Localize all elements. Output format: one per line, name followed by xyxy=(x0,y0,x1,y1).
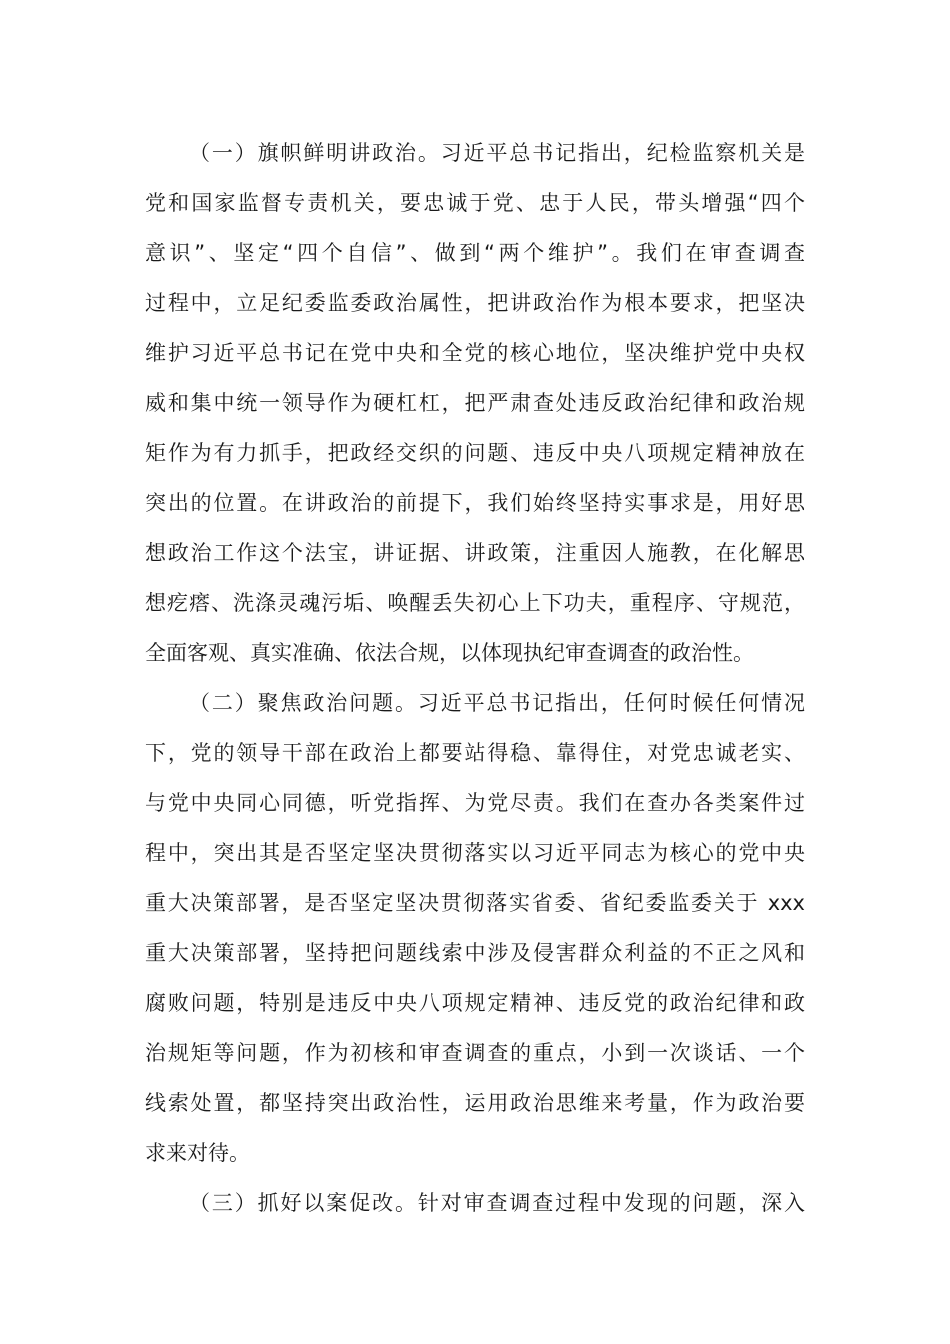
paragraph-2-line-10: 求来对待。 xyxy=(145,1141,250,1165)
paragraph-1-line-9: 想政治工作这个法宝，讲证据、讲政策，注重因人施教，在化解思 xyxy=(145,541,805,565)
paragraph-2-line-6: 重大决策部署，坚持把问题线索中涉及侵害群众利益的不正之风和 xyxy=(145,941,805,965)
paragraph-2-line-7: 腐败问题，特别是违反中央八项规定精神、违反党的政治纪律和政 xyxy=(145,991,805,1015)
paragraph-2-line-5: 重大决策部署，是否坚定坚决贯彻落实省委、省纪委监委关于 xxx xyxy=(145,891,805,915)
paragraph-2-line-4: 程中，突出其是否坚定坚决贯彻落实以习近平同志为核心的党中央 xyxy=(145,841,805,865)
paragraph-1-line-7: 矩作为有力抓手，把政经交织的问题、违反中央八项规定精神放在 xyxy=(145,441,805,465)
paragraph-2-line-9: 线索处置，都坚持突出政治性，运用政治思维来考量，作为政治要 xyxy=(145,1091,805,1115)
paragraph-1-line-6: 威和集中统一领导作为硬杠杠，把严肃查处违反政治纪律和政治规 xyxy=(145,391,805,415)
paragraph-2-line-3: 与党中央同心同德，听党指挥、为党尽责。我们在查办各类案件过 xyxy=(145,791,805,815)
paragraph-1-line-11: 全面客观、真实准确、依法合规，以体现执纪审查调查的政治性。 xyxy=(145,641,754,665)
paragraph-1-line-2: 党和国家监督专责机关，要忠诚于党、忠于人民，带头增强“四个 xyxy=(145,191,805,215)
document-body xyxy=(145,128,805,1228)
paragraph-1-line-5: 维护习近平总书记在党中央和全党的核心地位，坚决维护党中央权 xyxy=(145,341,805,365)
paragraph-2-line-2: 下，党的领导干部在政治上都要站得稳、靠得住，对党忠诚老实、 xyxy=(145,741,805,765)
paragraph-2-line-8: 治规矩等问题，作为初核和审查调查的重点，小到一次谈话、一个 xyxy=(145,1041,805,1065)
paragraph-1-line-10: 想疙瘩、洗涤灵魂污垢、唤醒丢失初心上下功夫，重程序、守规范， xyxy=(145,591,805,615)
paragraph-3-line-1: （三）抓好以案促改。针对审查调查过程中发现的问题，深入 xyxy=(189,1191,805,1215)
paragraph-1-line-3: 意识”、坚定“四个自信”、做到“两个维护”。我们在审查调查 xyxy=(145,241,805,265)
paragraph-1-line-1: （一）旗帜鲜明讲政治。习近平总书记指出，纪检监察机关是 xyxy=(189,141,805,165)
paragraph-1-line-8: 突出的位置。在讲政治的前提下，我们始终坚持实事求是，用好思 xyxy=(145,491,805,515)
paragraph-1-line-4: 过程中，立足纪委监委政治属性，把讲政治作为根本要求，把坚决 xyxy=(145,291,805,315)
paragraph-2-line-1: （二）聚焦政治问题。习近平总书记指出，任何时候任何情况 xyxy=(189,691,805,715)
